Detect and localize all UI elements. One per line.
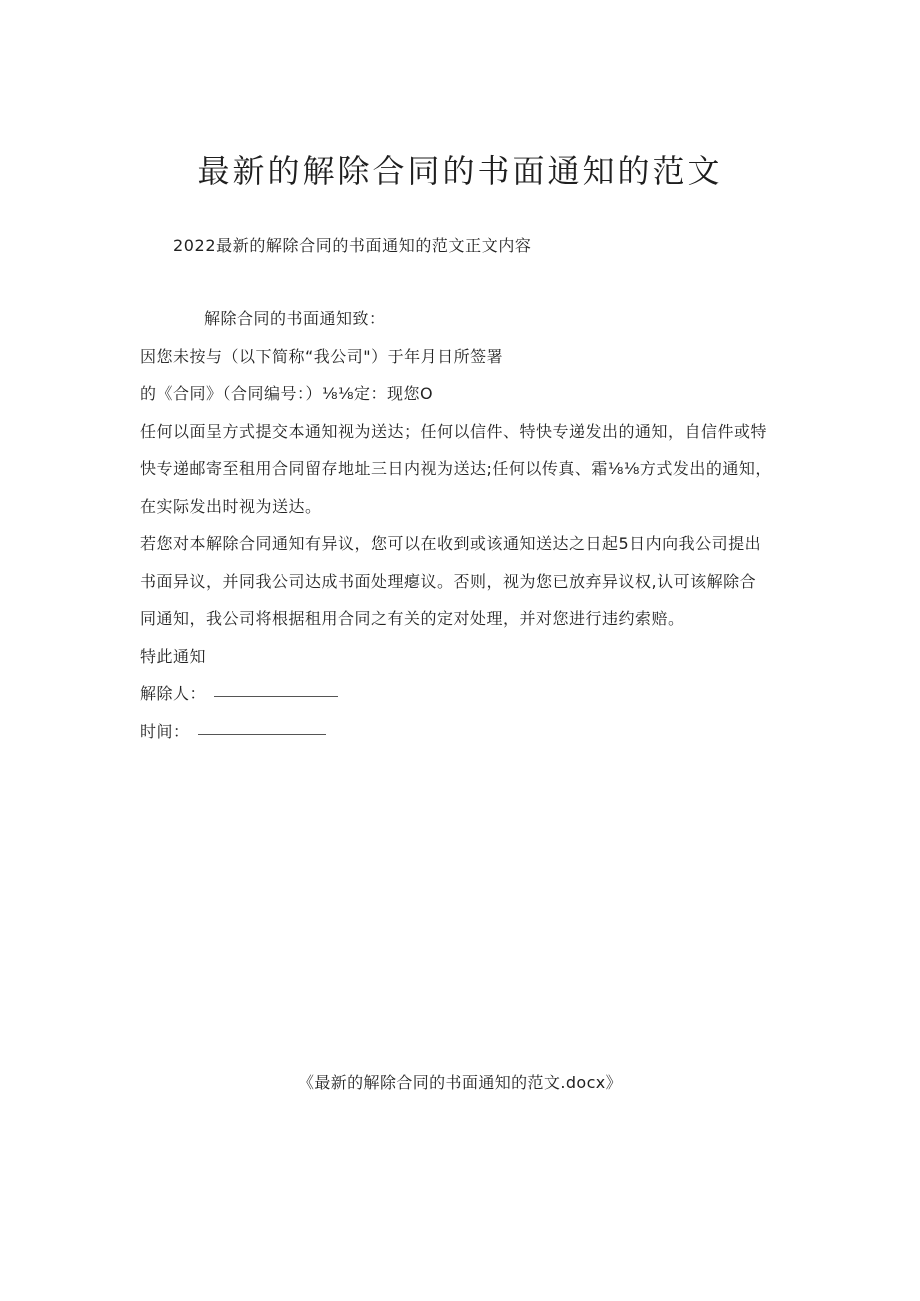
signer-row <box>140 675 790 713</box>
body-line: 书面异议，并同我公司达成书面处理瘪议。否则，视为您已放弃异议权,认可该解除合 <box>140 571 757 591</box>
date-label: 时间： <box>140 721 190 741</box>
body-line: 在实际发出时视为送达。 <box>140 496 322 516</box>
document-body <box>140 300 790 750</box>
body-line: 同通知，我公司将根据租用合同之有关的定对处理，并对您进行违约索赔。 <box>140 609 685 628</box>
body-line: 特此通知 <box>140 646 207 666</box>
date-row <box>140 713 790 751</box>
body-line: 若您对本解除合同通知有异议，您可以在收到或该通知送达之日起5日内向我公司提出 <box>140 534 762 553</box>
document-subtitle: 2022最新的解除合同的书面通知的范文正文内容 <box>173 236 532 255</box>
date-blank-line <box>198 733 326 735</box>
signer-blank-line <box>214 695 338 697</box>
document-footer: 《最新的解除合同的书面通知的范文.docx》 <box>297 1073 623 1092</box>
body-line: 解除合同的书面通知致： <box>204 309 386 328</box>
body-line: 任何以面呈方式提交本通知视为送达；任何以信件、特快专递发出的通知，自信件或特 <box>140 421 768 441</box>
body-line: 的《合同》（合同编号：）⅛⅛定：现您O <box>140 384 434 403</box>
body-line: 快专递邮寄至租用合同留存地址三日内视为送达;任何以传真、霜⅛⅛方式发出的通知， <box>140 459 772 478</box>
body-line: 因您未按与（以下简称“我公司"）于年月日所签署 <box>140 346 504 366</box>
document-title: 最新的解除合同的书面通知的范文 <box>197 152 723 190</box>
signer-label: 解除人： <box>140 684 207 703</box>
